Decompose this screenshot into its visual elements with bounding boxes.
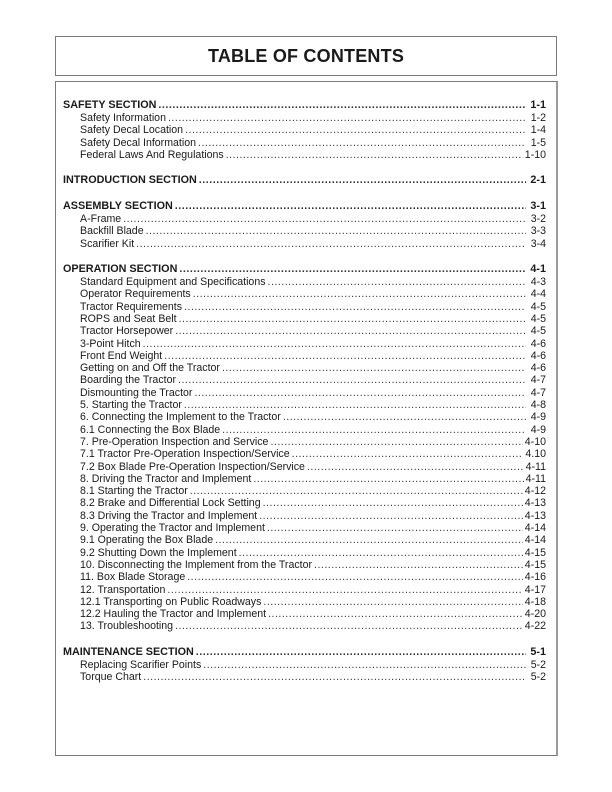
toc-entry-label: 6. Connecting the Implement to the Tractor <box>80 411 281 424</box>
toc-entry-label: 13. Troubleshooting <box>80 620 174 633</box>
toc-entry-label: 9.2 Shutting Down the Implement <box>80 546 237 559</box>
toc-page-number: 4-11 <box>525 460 546 473</box>
toc-entry-label: 10. Disconnecting the Implement from the Tractor <box>80 558 312 571</box>
dot-leader <box>199 174 526 187</box>
toc-entry[interactable] <box>63 350 546 362</box>
toc-entry-label: 7. Pre-Operation Inspection and Service <box>80 435 269 448</box>
toc-page-number: 2-1 <box>530 174 546 187</box>
toc-entry[interactable] <box>63 325 546 337</box>
toc-entry[interactable] <box>63 276 546 288</box>
toc-entry[interactable] <box>63 596 546 608</box>
toc-page-number: 4-10 <box>524 435 546 448</box>
dot-leader <box>175 620 523 632</box>
toc-section-header[interactable] <box>63 646 546 659</box>
toc-entry-label: Dismounting the Tractor <box>80 386 193 399</box>
toc-section-label: MAINTENANCE SECTION <box>63 645 194 658</box>
toc-entry[interactable] <box>63 124 546 136</box>
dot-leader <box>215 534 523 546</box>
toc-entry-label: Safety Information <box>80 112 166 124</box>
toc-page-number: 1-2 <box>530 112 546 124</box>
toc-entry-label: Federal Laws And Regulations <box>80 148 224 161</box>
dot-leader <box>253 473 523 485</box>
toc-entry-label: 12. Transportation <box>80 583 166 596</box>
toc-page-number: 4-18 <box>524 595 546 608</box>
toc-section-header[interactable] <box>63 263 546 276</box>
toc-page-number: 4-9 <box>530 423 546 436</box>
toc-section-label: OPERATION SECTION <box>63 263 178 276</box>
dot-leader <box>226 149 523 161</box>
toc-entry[interactable] <box>63 522 546 534</box>
toc-page-number: 4-5 <box>530 300 546 313</box>
toc-page-number: 4-12 <box>524 485 546 498</box>
toc-page-number: 3-1 <box>530 200 546 213</box>
toc-entry[interactable] <box>63 436 546 448</box>
toc-page-number: 4-13 <box>524 509 546 522</box>
toc-page-number: 4-20 <box>524 608 546 621</box>
toc-page-number: 4-14 <box>524 522 546 535</box>
dot-leader <box>187 571 523 583</box>
toc-entry-label: 9.1 Operating the Box Blade <box>80 534 214 547</box>
toc-entry[interactable] <box>63 510 546 522</box>
toc-entry[interactable] <box>63 338 546 350</box>
toc-section <box>63 174 546 187</box>
toc-page-number: 4-15 <box>524 546 546 559</box>
dot-leader <box>292 448 524 460</box>
toc-entry[interactable] <box>63 559 546 571</box>
toc-entry-label: 5. Starting the Tractor <box>80 399 182 412</box>
dot-leader <box>263 497 523 509</box>
toc-entry[interactable] <box>63 238 546 250</box>
toc-entry[interactable] <box>63 584 546 596</box>
toc-page-number: 4-6 <box>530 349 546 362</box>
dot-leader <box>179 263 526 276</box>
toc-entry-label: 8.2 Brake and Differential Lock Setting <box>80 497 261 510</box>
dot-leader <box>203 659 526 671</box>
toc-page-number: 5-1 <box>530 645 546 658</box>
toc-entry[interactable] <box>63 362 546 374</box>
toc-section-header[interactable] <box>63 99 546 112</box>
dot-leader <box>143 671 526 683</box>
toc-entry[interactable] <box>63 112 546 124</box>
toc-entry-label: 8.1 Starting the Tractor <box>80 485 188 498</box>
toc-entry[interactable] <box>63 411 546 423</box>
dot-leader <box>307 461 524 473</box>
toc-entry-label: Front End Weight <box>80 349 163 362</box>
toc-page-number: 1-5 <box>530 136 546 149</box>
toc-entry-label: 8. Driving the Tractor and Implement <box>80 472 252 485</box>
toc-entry[interactable] <box>63 424 546 436</box>
toc-content-box <box>55 81 558 756</box>
toc-entry[interactable] <box>63 620 546 632</box>
dot-leader <box>178 374 526 386</box>
dot-leader <box>268 276 526 288</box>
toc-page-number: 4-16 <box>524 571 546 584</box>
toc-page-number: 5-2 <box>530 670 546 683</box>
dot-leader <box>263 596 522 608</box>
toc-page-number: 3-3 <box>530 225 546 238</box>
toc-page-number: 4-1 <box>530 263 546 276</box>
toc-entry-label: Operator Requirements <box>80 288 191 301</box>
toc-entry[interactable] <box>63 213 546 225</box>
toc-page-number: 4-7 <box>530 386 546 399</box>
toc-entry[interactable] <box>63 313 546 325</box>
toc-entry-label: 6.1 Connecting the Box Blade <box>80 423 221 436</box>
toc-entry-label: Standard Equipment and Specifications <box>80 276 266 289</box>
toc-section <box>63 200 546 250</box>
toc-page-number: 4-13 <box>524 497 546 510</box>
dot-leader <box>267 522 523 534</box>
toc-page-number: 5-2 <box>530 658 546 671</box>
toc-entry-label: 7.1 Tractor Pre-Operation Inspection/Service <box>80 448 290 461</box>
toc-entry-label: Torque Chart <box>80 670 142 683</box>
toc-entry[interactable] <box>63 671 546 683</box>
toc-entry-label: 11. Box Blade Storage <box>80 571 186 584</box>
dot-leader <box>239 547 523 559</box>
dot-leader <box>259 510 523 522</box>
toc-entry-label: 12.1 Transporting on Public Roadways <box>80 595 262 608</box>
toc-page-number: 4-3 <box>530 276 546 289</box>
dot-leader <box>268 608 523 620</box>
toc-page-number: 4-17 <box>524 583 546 596</box>
toc-entry[interactable] <box>63 461 546 473</box>
toc-entry-label: Scarifier Kit <box>80 237 135 250</box>
toc-section-header[interactable] <box>63 200 546 213</box>
toc-entry-label: Backfill Blade <box>80 225 144 238</box>
toc-entry-label: 8.3 Driving the Tractor and Implement <box>80 509 258 522</box>
page-title: TABLE OF CONTENTS <box>207 45 405 66</box>
toc-entry[interactable] <box>63 387 546 399</box>
toc-entry[interactable] <box>63 137 546 149</box>
dot-leader <box>123 213 526 225</box>
toc-section <box>63 646 546 684</box>
toc-page-number: 4-6 <box>530 362 546 375</box>
toc-entry[interactable] <box>63 399 546 411</box>
toc-entry-label: 12.2 Hauling the Tractor and Implement <box>80 608 267 621</box>
toc-entry[interactable] <box>63 288 546 300</box>
toc-entry-label: Safety Decal Location <box>80 124 184 137</box>
toc-entry-label: 3-Point Hitch <box>80 337 141 350</box>
toc-entry[interactable] <box>63 608 546 620</box>
toc-entry-label: 7.2 Box Blade Pre-Operation Inspection/Service <box>80 460 305 473</box>
dot-leader <box>283 411 526 423</box>
toc-entry[interactable] <box>63 225 546 237</box>
toc-page-number: 4-8 <box>530 399 546 412</box>
toc-entry[interactable] <box>63 571 546 583</box>
toc-entry-label: Safety Decal Information <box>80 136 196 149</box>
toc-page-number: 4-4 <box>530 288 546 301</box>
toc-page-number: 4-5 <box>530 325 546 338</box>
toc-entry[interactable] <box>63 485 546 497</box>
toc-page-number: 1-1 <box>530 99 546 111</box>
toc-page-number: 4-22 <box>524 620 546 633</box>
toc-entry-label: Tractor Horsepower <box>80 325 174 338</box>
dot-leader <box>222 424 526 436</box>
dot-leader <box>270 436 522 448</box>
toc-entry[interactable] <box>63 301 546 313</box>
toc-entry-label: Boarding the Tractor <box>80 374 176 387</box>
toc-page-number: 3-2 <box>530 213 546 226</box>
toc-entry-label: 9. Operating the Tractor and Implement <box>80 522 265 535</box>
toc-page-number: 4-11 <box>525 472 546 485</box>
toc-entry-label: Getting on and Off the Tractor <box>80 362 220 375</box>
toc-entry[interactable] <box>63 473 546 485</box>
dot-leader <box>185 124 526 136</box>
toc-section-header[interactable] <box>63 174 546 187</box>
toc-entry[interactable] <box>63 547 546 559</box>
dot-leader <box>167 584 522 596</box>
table-of-contents <box>63 99 546 696</box>
dot-leader <box>190 485 523 497</box>
toc-page-number: 4-9 <box>530 411 546 424</box>
toc-entry[interactable] <box>63 534 546 546</box>
toc-page-number: 4-5 <box>530 312 546 325</box>
toc-page-number: 1-10 <box>524 148 546 161</box>
toc-section-label: ASSEMBLY SECTION <box>63 200 173 213</box>
dot-leader <box>146 225 526 237</box>
dot-leader <box>314 559 523 571</box>
dot-leader <box>198 137 526 149</box>
toc-page-number: 1-4 <box>530 124 546 137</box>
dot-leader <box>175 200 526 213</box>
toc-entry[interactable] <box>63 497 546 509</box>
toc-entry-label: Replacing Scarifier Points <box>80 658 202 671</box>
toc-page-number: 4-15 <box>524 558 546 571</box>
toc-section-label: SAFETY SECTION <box>63 99 157 111</box>
toc-section <box>63 99 546 161</box>
toc-entry[interactable] <box>63 448 546 460</box>
dot-leader <box>179 313 526 325</box>
dot-leader <box>194 387 526 399</box>
toc-section-label: INTRODUCTION SECTION <box>63 174 197 187</box>
dot-leader <box>158 99 526 112</box>
toc-entry[interactable] <box>63 149 546 161</box>
toc-page-number: 4.10 <box>525 448 546 461</box>
toc-page-number: 3-4 <box>530 237 546 250</box>
dot-leader <box>196 646 526 659</box>
toc-entry-label: ROPS and Seat Belt <box>80 312 177 325</box>
dot-leader <box>222 362 526 374</box>
dot-leader <box>184 399 526 411</box>
dot-leader <box>184 301 526 313</box>
toc-page-number: 4-6 <box>530 337 546 350</box>
dot-leader <box>175 325 526 337</box>
toc-page-number: 4-14 <box>524 534 546 547</box>
dot-leader <box>164 350 526 362</box>
toc-entry-label: A-Frame <box>80 213 122 226</box>
dot-leader <box>193 288 526 300</box>
toc-entry[interactable] <box>63 374 546 386</box>
toc-entry-label: Tractor Requirements <box>80 300 183 313</box>
dot-leader <box>143 338 526 350</box>
toc-section <box>63 263 546 633</box>
toc-page-number: 4-7 <box>530 374 546 387</box>
dot-leader <box>136 238 526 250</box>
toc-entry[interactable] <box>63 659 546 671</box>
dot-leader <box>168 112 526 124</box>
title-box <box>55 36 557 76</box>
